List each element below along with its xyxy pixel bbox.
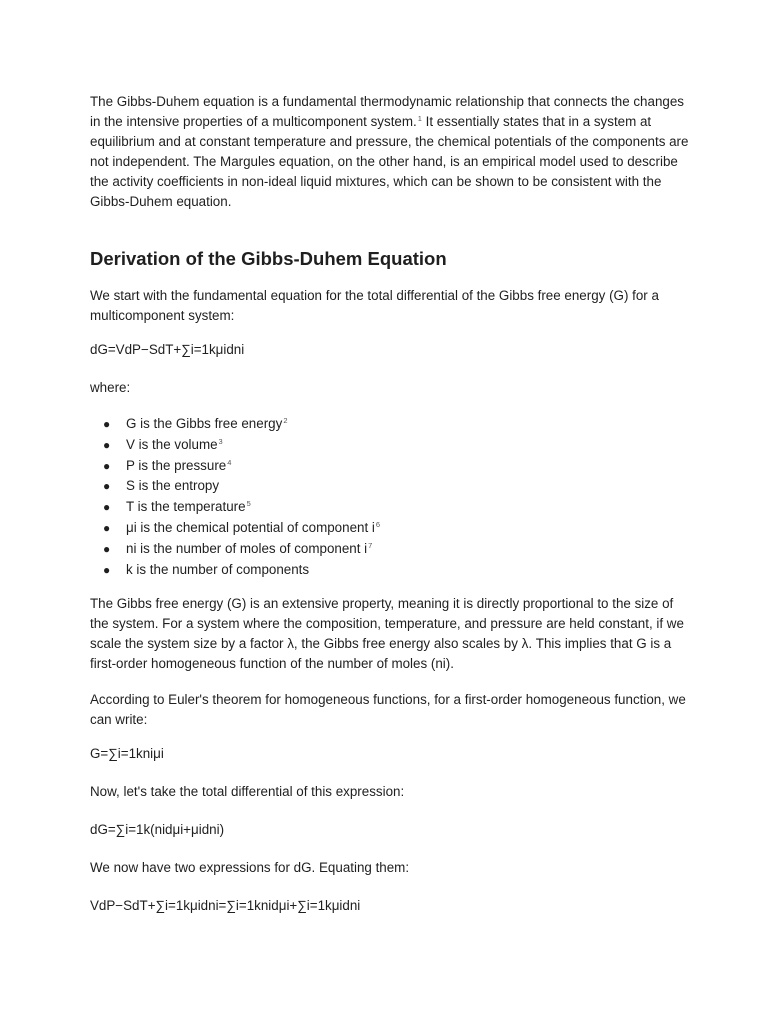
bullet-icon: ●	[103, 437, 111, 452]
list-item	[90, 476, 690, 497]
list-item	[90, 518, 690, 539]
paragraph-extensive-property: The Gibbs free energy (G) is an extensive property, meaning it is directly proportional to the size of the system. For a system where the composition, temperature, and pressure are held constant, if we scale the system size by a factor λ, the Gibbs free energy also scales by λ. This implies that G is a first-order homogeneous function of the number of moles (ni).	[90, 596, 684, 672]
list-item-text: V is the volume	[126, 436, 218, 452]
bullet-icon: ●	[103, 458, 111, 473]
list-item-text: μi is the chemical potential of component i	[126, 519, 375, 535]
list-item	[90, 497, 690, 518]
footnote-3[interactable]: 3	[218, 436, 223, 446]
bullet-icon: ●	[103, 479, 111, 494]
footnote-7[interactable]: 7	[368, 540, 373, 550]
list-item	[90, 560, 690, 581]
footnote-1[interactable]: 1	[417, 114, 422, 123]
equation-euler: G=∑i=1kniμi	[90, 746, 164, 762]
footnote-5[interactable]: 5	[246, 499, 251, 509]
equation-equated: VdP−SdT+∑i=1kμidni=∑i=1knidμi+∑i=1kμidni	[90, 898, 361, 914]
footnote-4[interactable]: 4	[227, 457, 232, 467]
list-item-text: k is the number of components	[126, 561, 310, 577]
bullet-icon: ●	[103, 541, 111, 556]
list-item	[90, 539, 690, 560]
document-page	[90, 92, 690, 916]
paragraph-equating: We now have two expressions for dG. Equating them:	[90, 860, 410, 876]
list-item	[90, 456, 690, 477]
section-heading: Derivation of the Gibbs-Duhem Equation	[90, 248, 447, 269]
bullet-icon: ●	[103, 417, 111, 431]
footnote-6[interactable]: 6	[375, 519, 381, 529]
list-item-text: S is the entropy	[126, 478, 220, 494]
equation-dg-fundamental: dG=VdP−SdT+∑i=1kμidni	[90, 342, 245, 357]
where-label: where:	[90, 380, 131, 395]
list-item	[90, 414, 690, 435]
intro-text-1: The Gibbs-Duhem equation is a fundamental thermodynamic relationship that connects the changes in the intensive properties of a multicomponent system.	[90, 94, 684, 129]
paragraph-total-differential: Now, let's take the total differential of this expression:	[90, 784, 405, 800]
list-item	[90, 435, 690, 456]
footnote-2[interactable]: 2	[283, 416, 288, 425]
bullet-icon: ●	[103, 562, 111, 577]
intro-text-2: It essentially states that in a system at equilibrium and at constant temperature and pressure, the chemical potentials of the components are not independent. The Margules equation, on the other hand, is an empirical model used to describe the activity coefficients in non-ideal liquid mixtures, which can be shown to be consistent with the Gibbs-Duhem equation.	[90, 114, 689, 209]
bullet-icon: ●	[103, 520, 111, 535]
paragraph-euler-theorem: According to Euler's theorem for homogeneous functions, for a first-order homogeneous function, we can write:	[90, 692, 686, 728]
list-item-text: P is the pressure	[126, 457, 227, 473]
paragraph-fundamental-equation: We start with the fundamental equation for the total differential of the Gibbs free energy (G) for a multicomponent system:	[90, 288, 659, 323]
list-item-text: ni is the number of moles of component i	[126, 540, 368, 556]
list-item-text: T is the temperature	[126, 499, 246, 515]
list-item-text: G is the Gibbs free energy	[126, 416, 283, 431]
bullet-icon: ●	[103, 500, 111, 515]
equation-dg-differential: dG=∑i=1k(nidμi+μidni)	[90, 822, 225, 838]
variable-list	[90, 414, 690, 580]
intro-paragraph	[90, 92, 690, 212]
